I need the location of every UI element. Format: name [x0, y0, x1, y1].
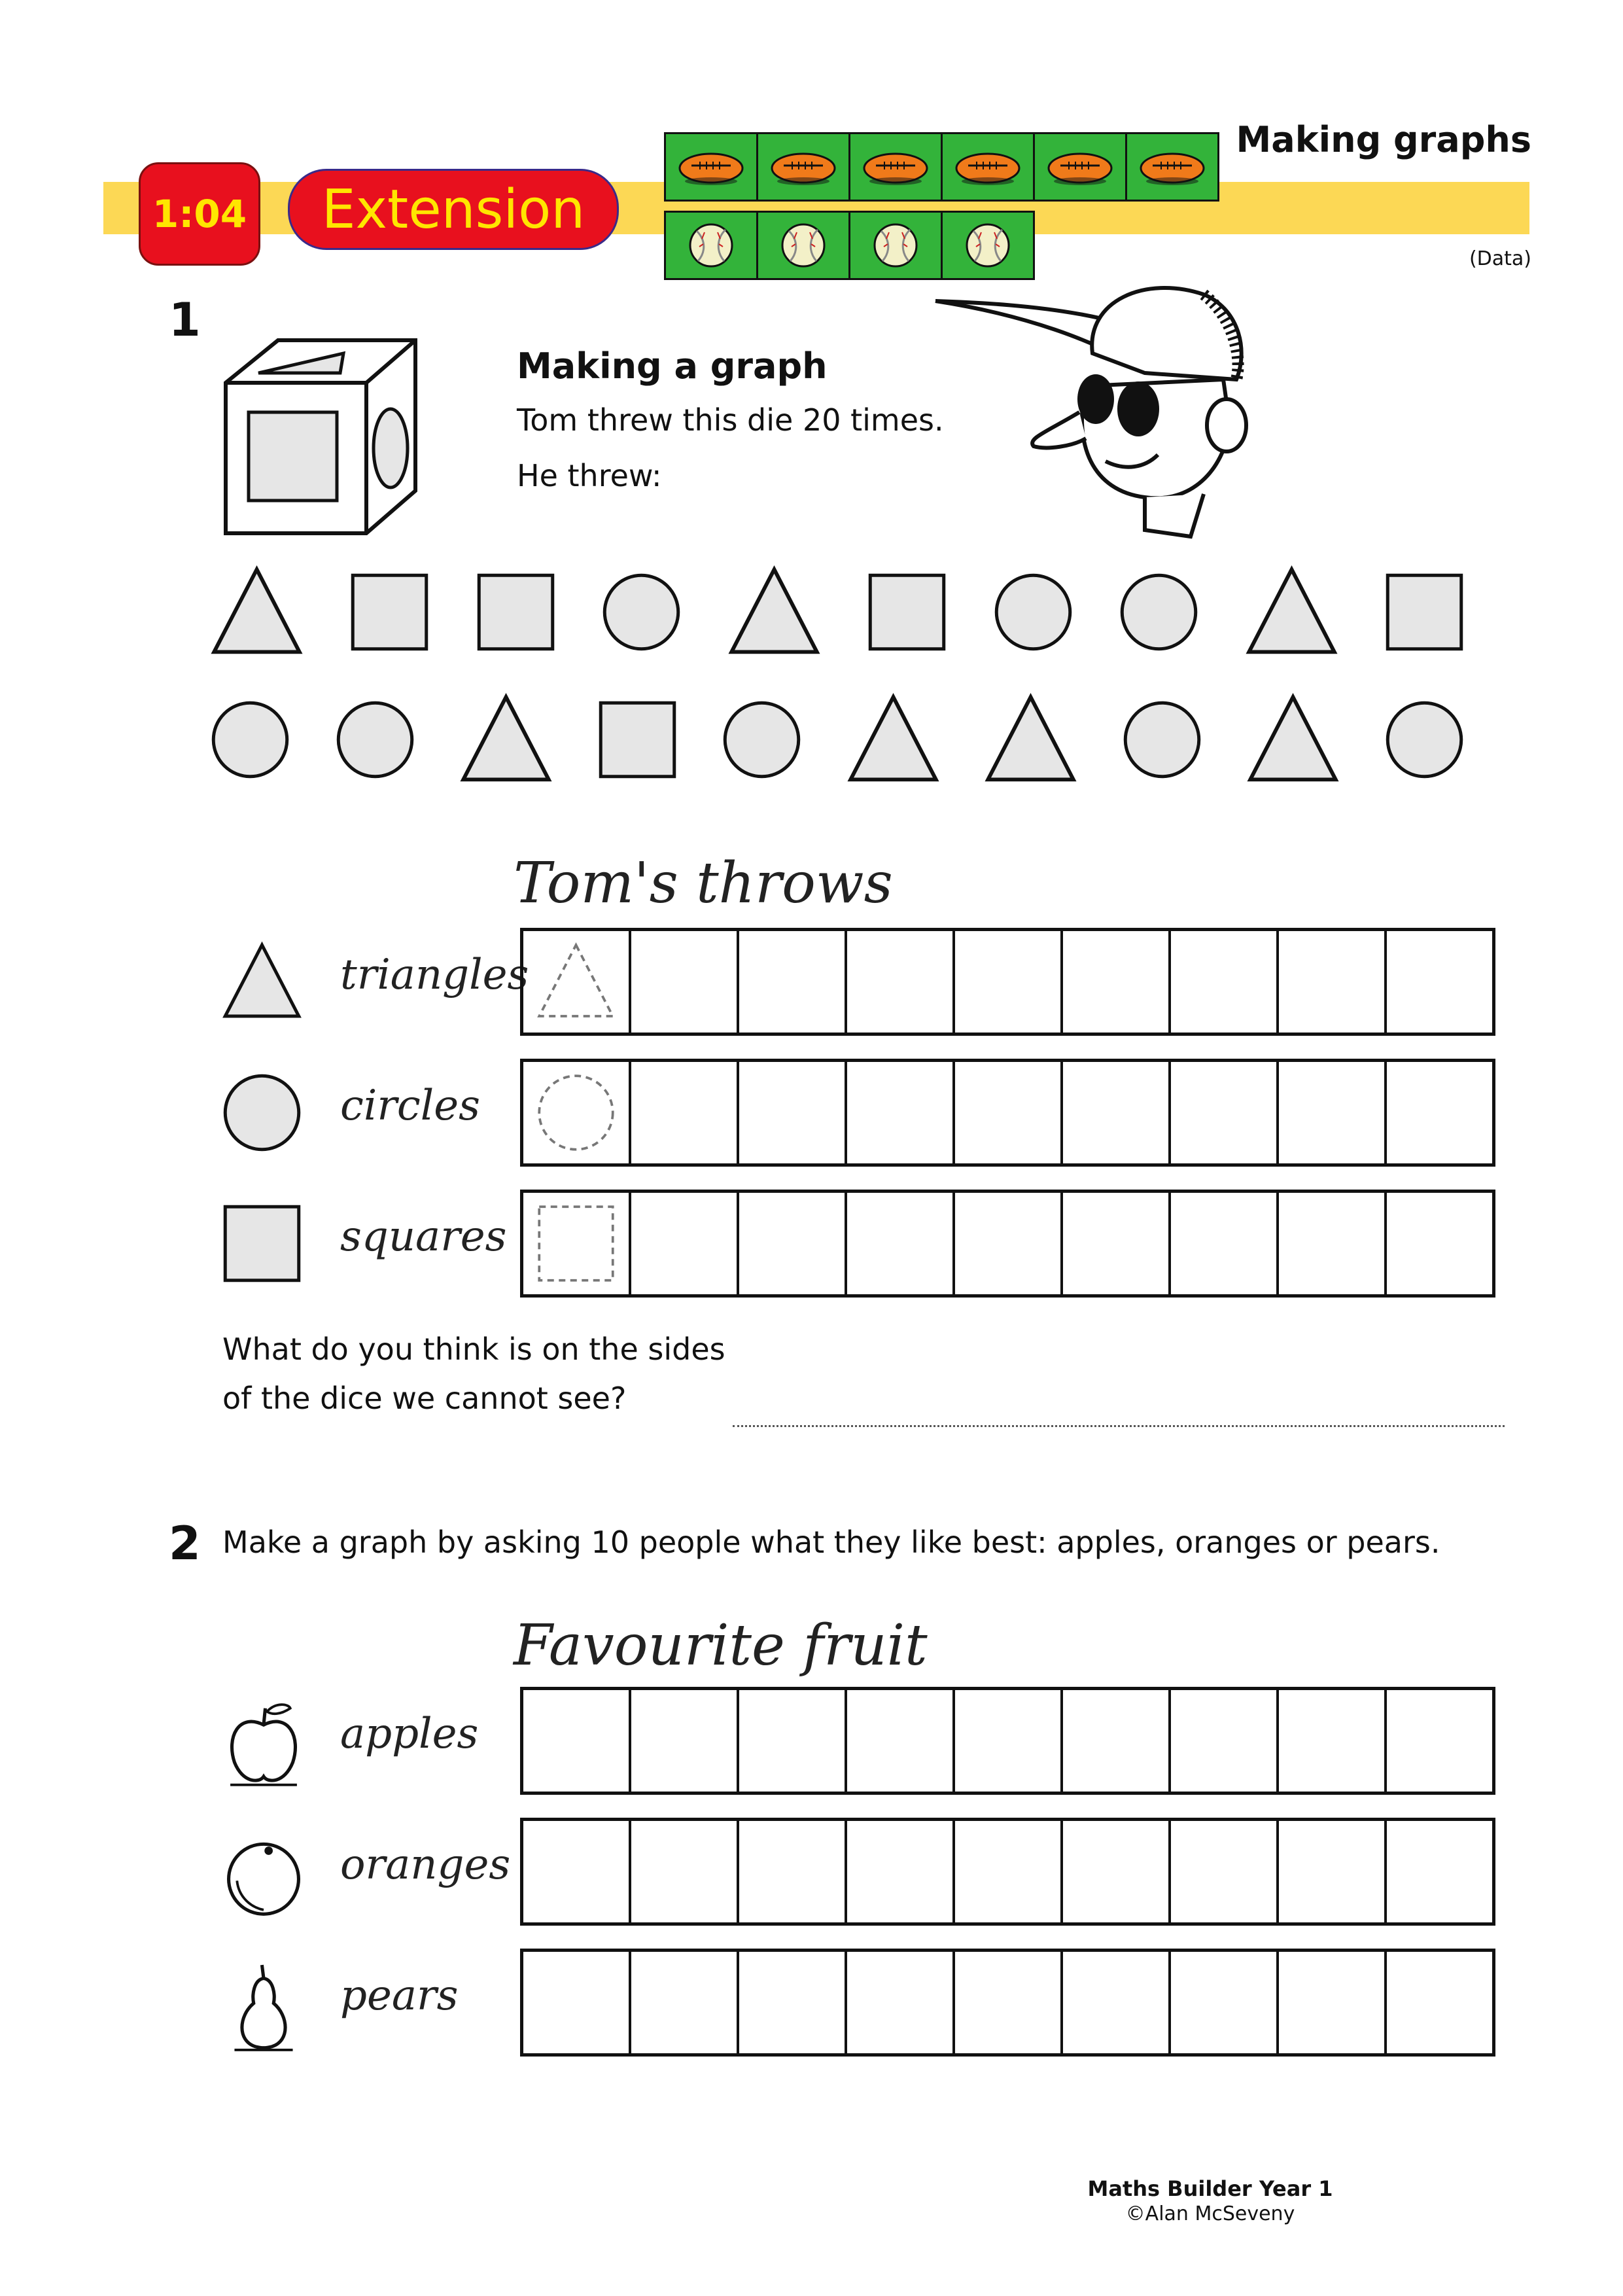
- graph-cell[interactable]: [1063, 1952, 1171, 2053]
- circle-throw-icon: [992, 571, 1074, 653]
- graph-cell[interactable]: [631, 1193, 739, 1294]
- favourite-fruit-row-label: oranges: [340, 1841, 511, 1889]
- triangle-throw-icon: [1244, 565, 1339, 660]
- graph-cell[interactable]: [847, 1821, 955, 1922]
- extension-badge: Extension: [288, 169, 619, 250]
- graph-cell[interactable]: [1279, 1690, 1387, 1792]
- graph-cell[interactable]: [739, 1952, 847, 2053]
- graph-cell[interactable]: [847, 1952, 955, 2053]
- circle-throw-icon: [1121, 699, 1203, 781]
- throws-row-2: [209, 690, 1465, 788]
- badge-cell: [758, 134, 850, 200]
- graph-cell[interactable]: [1279, 1952, 1387, 2053]
- toms-throws-row-label: circles: [340, 1082, 480, 1130]
- circle-throw-icon: [334, 699, 416, 781]
- square-throw-icon: [475, 571, 557, 653]
- graph-cell[interactable]: [631, 1952, 739, 2053]
- graph-cell[interactable]: [739, 1690, 847, 1792]
- graph-cell[interactable]: [523, 1062, 631, 1163]
- favourite-fruit-row-label: pears: [340, 1971, 459, 2020]
- graph-cell[interactable]: [1387, 1952, 1492, 2053]
- question-1-prompt-line-2: of the dice we cannot see?: [222, 1381, 627, 1416]
- baseball-icon: [685, 219, 737, 272]
- graph-cell[interactable]: [1387, 1062, 1492, 1163]
- badge-cell: [850, 134, 943, 200]
- apple-icon: [221, 1700, 306, 1792]
- toms-throws-graph-row: [520, 1059, 1495, 1167]
- triangle-throw-icon: [846, 692, 941, 787]
- graph-cell[interactable]: [1171, 931, 1279, 1033]
- graph-cell[interactable]: [631, 931, 739, 1033]
- graph-cell[interactable]: [955, 1062, 1063, 1163]
- graph-cell[interactable]: [1063, 931, 1171, 1033]
- baseball-icon: [777, 219, 829, 272]
- throws-row-1: [209, 563, 1465, 661]
- square-throw-icon: [1384, 571, 1465, 653]
- graph-cell[interactable]: [1171, 1952, 1279, 2053]
- graph-cell[interactable]: [1387, 1193, 1492, 1294]
- badge-cell: [943, 213, 1033, 278]
- graph-cell[interactable]: [1279, 1062, 1387, 1163]
- football-icon: [675, 141, 747, 193]
- topic-title: Making graphs: [1236, 119, 1531, 160]
- circle-throw-icon: [209, 699, 291, 781]
- graph-cell[interactable]: [1387, 1821, 1492, 1922]
- square-throw-icon: [597, 699, 678, 781]
- badge-cell: [943, 134, 1035, 200]
- graph-cell[interactable]: [1279, 1821, 1387, 1922]
- question-1-line-2: He threw:: [517, 458, 662, 493]
- toms-throws-row-label: triangles: [340, 951, 529, 999]
- badge-cell: [1127, 134, 1217, 200]
- graph-cell[interactable]: [955, 1193, 1063, 1294]
- graph-cell[interactable]: [1279, 931, 1387, 1033]
- pear-icon: [221, 1962, 306, 2053]
- football-badge-row: [664, 132, 1219, 202]
- circle-guide-icon: [535, 1072, 617, 1154]
- toms-throws-graph-row: [520, 1190, 1495, 1298]
- baseball-badge-row: [664, 211, 1035, 280]
- circle-icon: [221, 1072, 303, 1154]
- die-icon: [219, 334, 428, 543]
- baseball-icon: [962, 219, 1014, 272]
- toms-throws-graph-row: [520, 928, 1495, 1036]
- graph-cell[interactable]: [847, 1193, 955, 1294]
- graph-cell[interactable]: [1063, 1062, 1171, 1163]
- topic-subtitle: (Data): [1469, 247, 1531, 270]
- graph-cell[interactable]: [739, 1062, 847, 1163]
- die-throws: [209, 563, 1465, 788]
- football-icon: [1136, 141, 1208, 193]
- graph-cell[interactable]: [847, 931, 955, 1033]
- graph-cell[interactable]: [739, 931, 847, 1033]
- question-1-number: 1: [169, 293, 201, 347]
- badge-cell: [758, 213, 850, 278]
- triangle-throw-icon: [983, 692, 1078, 787]
- graph-cell[interactable]: [739, 1821, 847, 1922]
- triangle-guide-icon: [535, 941, 617, 1023]
- badge-cell: [850, 213, 943, 278]
- square-guide-icon: [535, 1203, 617, 1284]
- graph-cell[interactable]: [847, 1062, 955, 1163]
- question-2-number: 2: [169, 1517, 201, 1570]
- graph-cell[interactable]: [955, 1952, 1063, 2053]
- answer-line[interactable]: [733, 1425, 1505, 1427]
- football-icon: [1044, 141, 1116, 193]
- graph-cell[interactable]: [739, 1193, 847, 1294]
- lesson-code-badge: 1:04: [139, 162, 260, 266]
- graph-cell[interactable]: [1063, 1690, 1171, 1792]
- question-1-line-1: Tom threw this die 20 times.: [517, 402, 944, 438]
- cartoon-boy-icon: [929, 275, 1269, 550]
- footer-book-title: Maths Builder Year 1: [1087, 2176, 1333, 2201]
- favourite-fruit-graph-row: [520, 1687, 1495, 1795]
- badge-cell: [666, 213, 758, 278]
- graph-cell[interactable]: [523, 1952, 631, 2053]
- graph-cell[interactable]: [1171, 1062, 1279, 1163]
- question-2-text: Make a graph by asking 10 people what they like best: apples, oranges or pears.: [222, 1525, 1440, 1560]
- graph-cell[interactable]: [523, 1193, 631, 1294]
- graph-cell[interactable]: [1063, 1821, 1171, 1922]
- graph-cell[interactable]: [955, 1821, 1063, 1922]
- favourite-fruit-title: Favourite fruit: [514, 1613, 928, 1678]
- favourite-fruit-row-label: apples: [340, 1710, 479, 1758]
- question-1-title: Making a graph: [517, 345, 828, 387]
- graph-cell[interactable]: [523, 1690, 631, 1792]
- graph-cell[interactable]: [631, 1690, 739, 1792]
- graph-cell[interactable]: [631, 1821, 739, 1922]
- graph-cell[interactable]: [1171, 1193, 1279, 1294]
- graph-cell[interactable]: [631, 1062, 739, 1163]
- baseball-icon: [869, 219, 922, 272]
- square-throw-icon: [866, 571, 948, 653]
- graph-cell[interactable]: [955, 931, 1063, 1033]
- square-throw-icon: [349, 571, 430, 653]
- circle-throw-icon: [1384, 699, 1465, 781]
- graph-cell[interactable]: [1387, 931, 1492, 1033]
- graph-cell[interactable]: [955, 1690, 1063, 1792]
- triangle-throw-icon: [727, 565, 822, 660]
- badge-cell: [1035, 134, 1127, 200]
- graph-cell[interactable]: [1063, 1193, 1171, 1294]
- graph-cell[interactable]: [1387, 1690, 1492, 1792]
- triangle-throw-icon: [1246, 692, 1340, 787]
- orange-icon: [221, 1831, 306, 1922]
- favourite-fruit-graph-row: [520, 1949, 1495, 2057]
- graph-cell[interactable]: [523, 931, 631, 1033]
- triangle-icon: [221, 941, 303, 1023]
- football-icon: [767, 141, 839, 193]
- toms-throws-row-label: squares: [340, 1212, 507, 1261]
- football-icon: [860, 141, 932, 193]
- favourite-fruit-graph-row: [520, 1818, 1495, 1926]
- graph-cell[interactable]: [523, 1821, 631, 1922]
- circle-throw-icon: [721, 699, 803, 781]
- graph-cell[interactable]: [1171, 1821, 1279, 1922]
- toms-throws-title: Tom's throws: [514, 851, 893, 916]
- question-1-prompt-line-1: What do you think is on the sides: [222, 1332, 725, 1367]
- graph-cell[interactable]: [1279, 1193, 1387, 1294]
- square-icon: [221, 1203, 303, 1284]
- footer-copyright: ©Alan McSeveny: [1125, 2202, 1295, 2225]
- triangle-throw-icon: [209, 565, 304, 660]
- graph-cell[interactable]: [1171, 1690, 1279, 1792]
- triangle-throw-icon: [459, 692, 553, 787]
- circle-throw-icon: [1118, 571, 1200, 653]
- graph-cell[interactable]: [847, 1690, 955, 1792]
- circle-throw-icon: [601, 571, 682, 653]
- badge-cell: [666, 134, 758, 200]
- football-icon: [952, 141, 1024, 193]
